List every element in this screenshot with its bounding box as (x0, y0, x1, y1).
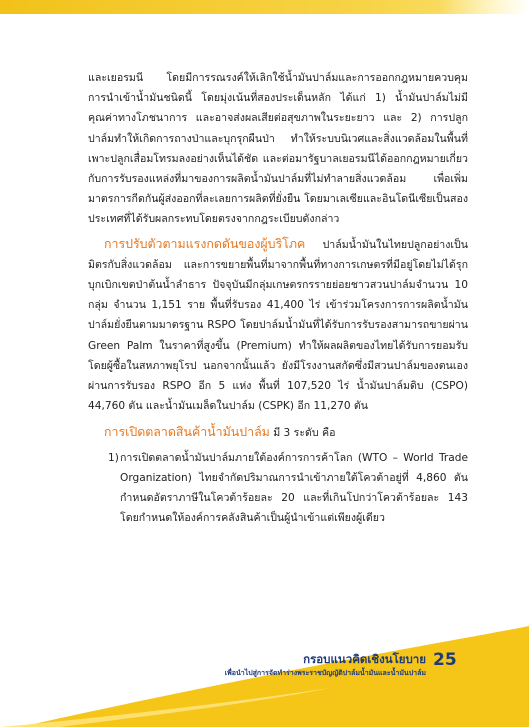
section-heading-market-opening: การเปิดตลาดสินค้าน้ำมันปาล์ม (104, 424, 270, 440)
footer-title: กรอบแนวคิดเชิงนโยบาย (303, 652, 426, 666)
section-heading-consumer-pressure: การปรับตัวตามแรงกดดันของผู้บริโภค (104, 235, 306, 251)
paragraph-3-text: มี 3 ระดับ คือ (269, 427, 336, 440)
list-item-text: การเปิดตลาดน้ำมันปาล์มภายใต้องค์การการค้าโลก (WTO – World Trade Organization) ไทยจำกัดปริมาณการนำเข้าภายใต้โควต้าอยู่ที่ 4,860 ตัน กำหนดอัตราภาษีในโควต้าร้อยละ 20 และที่เกินโปกว่าโควต้าร้อยละ 143 โดยกำหนดให้องค์การคลังสินค้าเป็นผู้นำเข้าแต่เพียงผู้เดียว (120, 451, 468, 525)
list-item-number: 1) (108, 451, 119, 464)
footer-subtitle: เพื่อนำไปสู่การจัดทำร่างพระราชบัญญัติปาล์มน้ำมันและน้ำมันปาล์ม (224, 669, 426, 677)
page-number: 25 (433, 650, 457, 670)
paragraph-1: และเยอรมนี โดยมีการรณรงค์ให้เลิกใช้น้ำมันปาล์มและการออกกฎหมายควบคุมการนำเข้าน้ำมันชนิดนี้ โดยมุ่งเน้นที่สองประเด็นหลัก ได้แก่ 1) น้ำมันปาล์มไม่มีคุณค่าทางโภชนาการ และอาจส่งผลเสียต่อสุขภาพในระยะยาว และ 2) การปลูกปาล์มทำให้เกิดการถางป่าและบุกรุกผืนป่า ทำให้ระบบนิเวศและสิ่งแวดล้อมในพื้นที่เพาะปลูกเสื่อมโทรมลงอย่างเห็นได้ชัด และต่อมารัฐบาลเยอรมนีได้ออกกฎหมายเกี่ยวกับการรับรองแหล่งที่มาของการผลิตน้ำมันปาล์มที่ไม่ทำลายสิ่งแวดล้อม เพื่อเพิ่มมาตรการกีดกันผู้ส่งออกที่ละเลยการผลิตที่ยั่งยืน โดยมาเลเซียและอินโดนีเซียเป็นสองประเทศที่ได้รับผลกระทบโดยตรงจากกฎระเบียบดังกล่าว (88, 72, 468, 226)
paragraph-2-text: ปาล์มน้ำมันในไทยปลูกอย่างเป็นมิตรกับสิ่งแวดล้อม และการขยายพื้นที่มาจากพื้นที่ทางการเกษตรที่มีอยู่โดยไม่ได้รุกบุกเบิกเขตป่าต้นน้ำลำธาร ปัจจุบันมีกลุ่มเกษตรกรรายย่อยชาวสวนปาล์มจำนวน 10 กลุ่ม จำนวน 1,151 ราย พื้นที่รับรอง 41,400 ไร่ เข้าร่วมโครงการการผลิตน้ำมันปาล์มยั่งยืนตามมาตรฐาน RSPO โดยปาล์มน้ำมันที่ได้รับการรับรองสามารถขายผ่าน Green Palm ในราคาที่สูงขึ้น (Premium) ทำให้ผลผลิตของไทยได้รับการยอมรับโดยผู้ซื้อในสหภาพยุโรป นอกจากนั้นแล้ว ยังมีโรงงานสกัดซึ่งมีสวนปาล์มของตนเอง ผ่านการรับรอง RSPO อีก 5 แห่ง พื้นที่ 107,520 ไร่ น้ำมันปาล์มดิบ (CSPO) 44,760 ตัน และน้ำมันเมล็ดในปาล์ม (CSPK) อีก 11,270 ตัน (88, 238, 468, 413)
